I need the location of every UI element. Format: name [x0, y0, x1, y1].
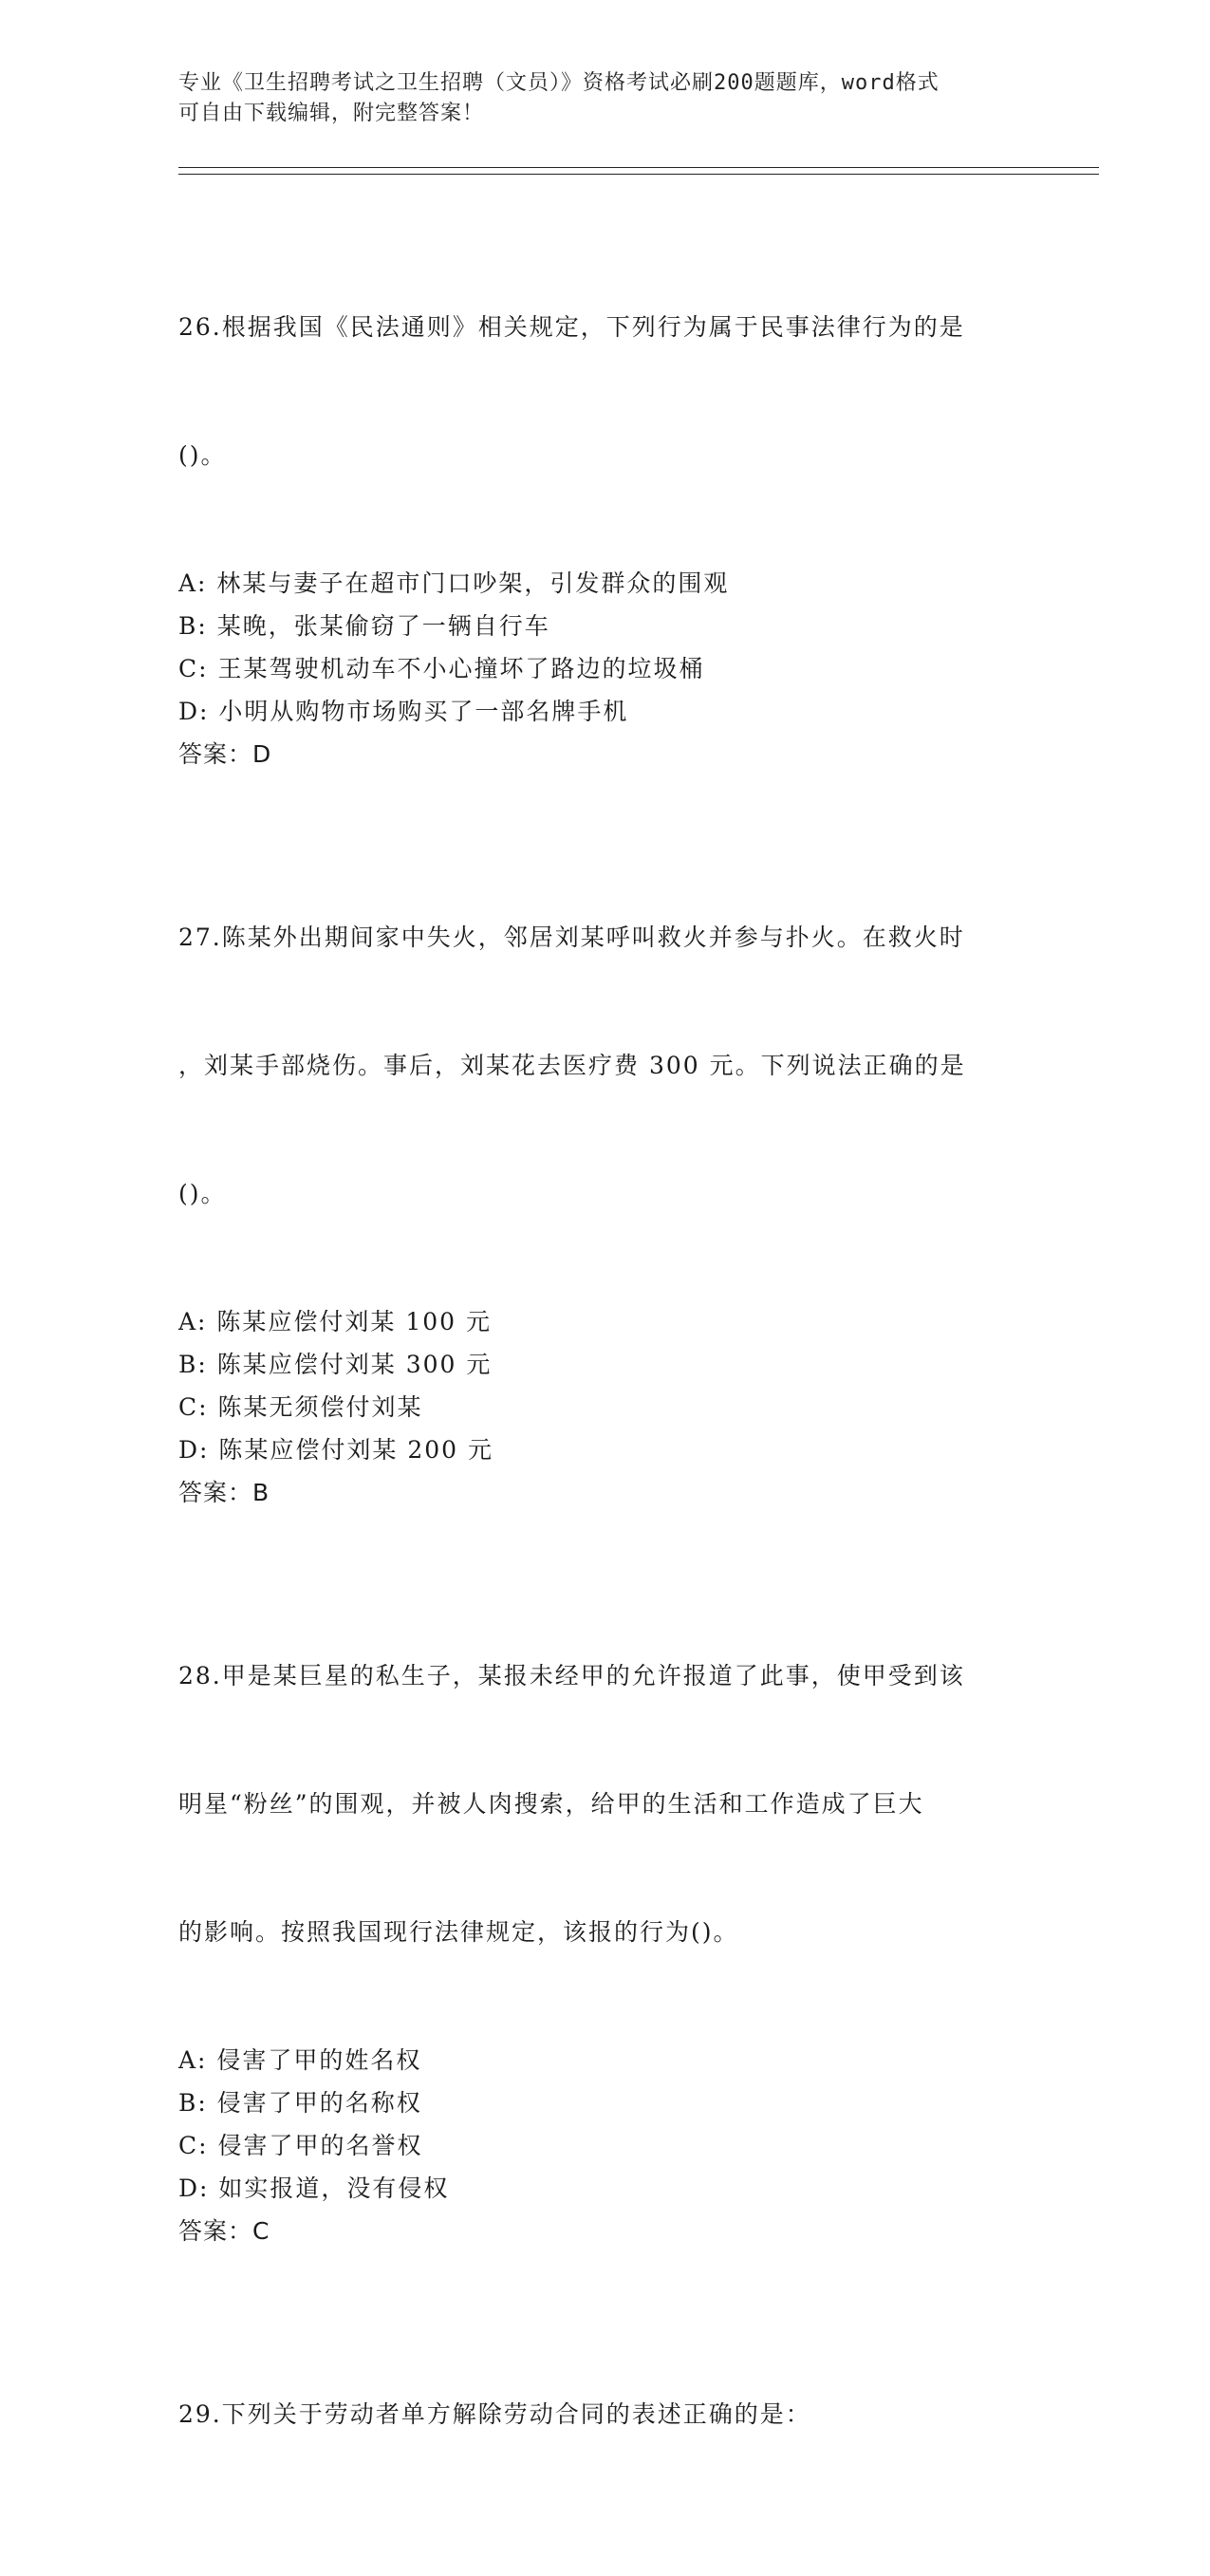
option-a: A: 侵害了甲的姓名权 [178, 2046, 422, 2074]
option-d: D: 陈某应偿付刘某 200 元 [178, 1436, 494, 1464]
option-b: B: 某晚，张某偷窃了一辆自行车 [178, 612, 550, 640]
header-divider [178, 167, 1099, 175]
question-stem-line: ()。 [178, 1180, 227, 1207]
option-b: B: 陈某应偿付刘某 300 元 [178, 1351, 493, 1378]
document-header [178, 68, 1033, 129]
question-list [178, 220, 1033, 2576]
question-stem-line: 的影响。按照我国现行法律规定，该报的行为()。 [178, 1918, 739, 1946]
option-c: C: 王某驾驶机动车不小心撞坏了路边的垃圾桶 [178, 655, 705, 682]
option-d: D: 小明从购物市场购买了一部名牌手机 [178, 698, 629, 725]
question-26 [178, 220, 1033, 775]
question-stem-line: 27.陈某外出期间家中失火，邻居刘某呼叫救火并参与扑火。在救火时 [178, 924, 965, 951]
option-d: D: 如实报道，没有侵权 [178, 2175, 450, 2202]
question-stem-line: 26.根据我国《民法通则》相关规定，下列行为属于民事法律行为的是 [178, 313, 965, 341]
question-stem-line: 28.甲是某巨星的私生子，某报未经甲的允许报道了此事，使甲受到该 [178, 1662, 965, 1689]
header-line-1: 专业《卫生招聘考试之卫生招聘（文员）》资格考试必刷200题题库，word格式 [178, 71, 940, 95]
question-29 [178, 2307, 1033, 2521]
question-stem [178, 220, 1033, 562]
question-stem-line: 29.下列关于劳动者单方解除劳动合同的表述正确的是： [178, 2400, 811, 2428]
option-b: B: 侵害了甲的名称权 [178, 2089, 422, 2117]
question-stem [178, 2307, 1033, 2521]
answer-label: 答案：D [178, 740, 272, 768]
question-stem-line: ()。 [178, 441, 227, 469]
question-stem [178, 831, 1033, 1300]
option-a: A: 陈某应偿付刘某 100 元 [178, 1308, 493, 1335]
question-28 [178, 1569, 1033, 2252]
header-line-2: 可自由下载编辑，附完整答案！ [178, 102, 485, 125]
option-a: A: 林某与妻子在超市门口吵架，引发群众的围观 [178, 569, 730, 597]
question-stem-line: ，刘某手部烧伤。事后，刘某花去医疗费 300 元。下列说法正确的是 [178, 1052, 966, 1079]
question-stem [178, 1569, 1033, 2039]
question-27 [178, 831, 1033, 1514]
answer-label: 答案：C [178, 2217, 270, 2245]
question-stem-line: 明星“粉丝”的围观，并被人肉搜索，给甲的生活和工作造成了巨大 [178, 1790, 924, 1818]
option-c: C: 陈某无须偿付刘某 [178, 1393, 423, 1421]
answer-label: 答案：B [178, 1479, 270, 1506]
option-c: C: 侵害了甲的名誉权 [178, 2132, 423, 2159]
